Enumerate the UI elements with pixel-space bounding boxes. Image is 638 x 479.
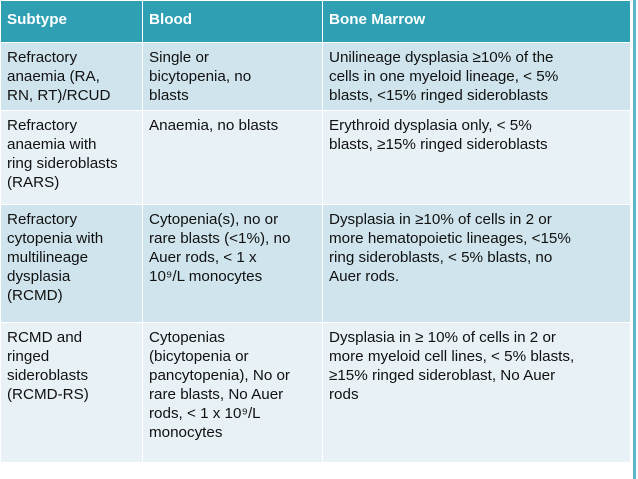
header-blood: Blood bbox=[143, 1, 323, 43]
subtype-cell: Refractory anaemia (RA, RN, RT)/RCUD bbox=[1, 43, 143, 111]
subtype-cell: Refractory cytopenia with multilineage dysplasia (RCMD) bbox=[1, 205, 143, 323]
blood-cell: Anaemia, no blasts bbox=[143, 111, 323, 205]
header-bone-marrow: Bone Marrow bbox=[323, 1, 631, 43]
table-row bbox=[1, 205, 631, 323]
table-row bbox=[1, 43, 631, 111]
blood-cell: Cytopenias (bicytopenia or pancytopenia), No or rare blasts, No Auer rods, < 1 x 10⁹/L monocytes bbox=[143, 323, 323, 463]
blood-cell: Cytopenia(s), no or rare blasts (<1%), no Auer rods, < 1 x 10⁹/L monocytes bbox=[143, 205, 323, 323]
slide-edge-line bbox=[633, 0, 636, 479]
bone-marrow-cell: Erythroid dysplasia only, < 5% blasts, ≥15% ringed sideroblasts bbox=[323, 111, 631, 205]
header-subtype: Subtype bbox=[1, 1, 143, 43]
table-row bbox=[1, 323, 631, 463]
blood-cell: Single or bicytopenia, no blasts bbox=[143, 43, 323, 111]
subtype-cell: RCMD and ringed sideroblasts (RCMD-RS) bbox=[1, 323, 143, 463]
subtype-cell: Refractory anaemia with ring sideroblasts (RARS) bbox=[1, 111, 143, 205]
bone-marrow-cell: Unilineage dysplasia ≥10% of the cells in one myeloid lineage, < 5% blasts, <15% ringed sideroblasts bbox=[323, 43, 631, 111]
bone-marrow-cell: Dysplasia in ≥ 10% of cells in 2 or more myeloid cell lines, < 5% blasts, ≥15% ringed sideroblast, No Auer rods bbox=[323, 323, 631, 463]
table-row bbox=[1, 111, 631, 205]
header-row bbox=[1, 1, 631, 43]
bone-marrow-cell: Dysplasia in ≥10% of cells in 2 or more hematopoietic lineages, <15% ring sideroblasts, < 5% blasts, no Auer rods. bbox=[323, 205, 631, 323]
